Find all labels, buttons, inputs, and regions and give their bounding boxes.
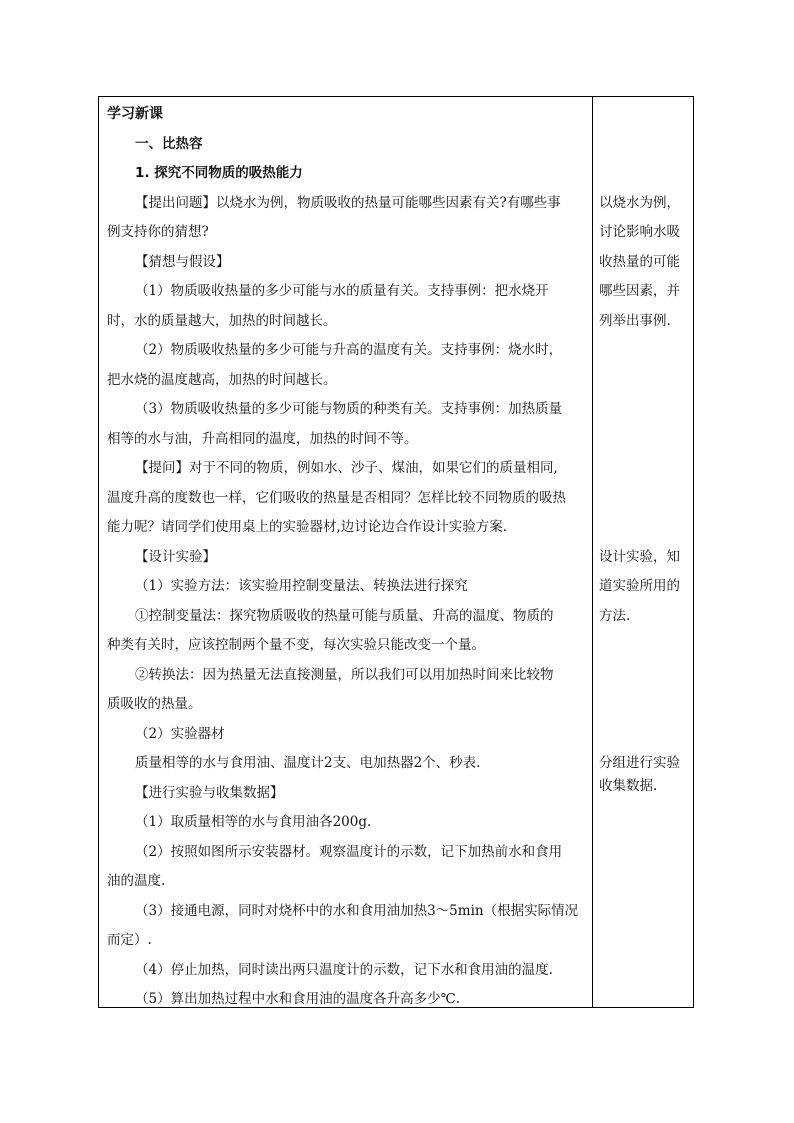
text-line: 【进行实验与收集数据】 <box>135 785 284 801</box>
text-line: 质吸收的热量。 <box>107 696 202 712</box>
text-line: 【设计实验】 <box>135 549 216 565</box>
text-line: （1）实验方法：该实验用控制变量法、转换法进行探究 <box>135 578 468 594</box>
teaching-note-line: 设计实验，知 <box>599 549 680 565</box>
teaching-note-line: 讨论影响水吸 <box>599 224 680 240</box>
teaching-note-line: 道实验所用的 <box>599 578 680 594</box>
teaching-note-line: 分组进行实验 <box>599 755 680 771</box>
text-line: （3）物质吸收热量的多少可能与物质的种类有关。支持事例：加热质量 <box>135 401 563 417</box>
text-line: 【猜想与假设】 <box>135 254 230 270</box>
text-line: （2）按照如图所示安装器材。观察温度计的示数，记下加热前水和食用 <box>135 844 563 860</box>
text-line: 相等的水与油，升高相同的温度，加热的时间不等。 <box>107 431 418 447</box>
lesson-table <box>98 96 694 1008</box>
text-line: （1）物质吸收热量的多少可能与水的质量有关。支持事例：把水烧开 <box>135 283 549 299</box>
text-line: 而定）. <box>107 932 152 948</box>
text-line: 质量相等的水与食用油、温度计2支、电加热器2个、秒表. <box>135 755 481 771</box>
text-line: ①控制变量法：探究物质吸收的热量可能与质量、升高的温度、物质的 <box>135 608 554 624</box>
teaching-note-line: 哪些因素，并 <box>599 283 680 299</box>
text-line: 【提问】对于不同的物质，例如水、沙子、煤油，如果它们的质量相同, <box>135 460 558 476</box>
teaching-note-line: 以烧水为例， <box>599 195 680 211</box>
teaching-note-line: 方法. <box>599 608 631 624</box>
section-title: 学习新课 <box>107 106 163 122</box>
text-line: （5）算出加热过程中水和食用油的温度各升高多少℃. <box>135 991 460 1007</box>
text-line: 例支持你的猜想? <box>107 224 209 240</box>
text-line: ②转换法：因为热量无法直接测量，所以我们可以用加热时间来比较物 <box>135 667 554 683</box>
text-line: 油的温度. <box>107 873 166 889</box>
heading-experiment: 1. 探究不同物质的吸热能力 <box>135 165 303 181</box>
teaching-note-line: 收热量的可能 <box>599 254 680 270</box>
teaching-note-line: 列举出事例. <box>599 313 671 329</box>
text-line: （3）接通电源，同时对烧杯中的水和食用油加热3～5min（根据实际情况 <box>135 903 579 919</box>
text-line: 温度升高的度数也一样，它们吸收的热量是否相同？怎样比较不同物质的吸热 <box>107 490 566 506</box>
text-line: （4）停止加热，同时读出两只温度计的示数，记下水和食用油的温度. <box>135 962 553 978</box>
text-line: （2）实验器材 <box>135 726 225 742</box>
text-line: 把水烧的温度越高，加热的时间越长。 <box>107 372 337 388</box>
text-line: 种类有关时，应该控制两个量不变，每次实验只能改变一个量。 <box>107 637 485 653</box>
text-line: 【提出问题】以烧水为例，物质吸收的热量可能哪些因素有关?有哪些事 <box>135 195 561 211</box>
text-line: （2）物质吸收热量的多少可能与升高的温度有关。支持事例：烧水时， <box>135 342 563 358</box>
text-line: 时，水的质量越大，加热的时间越长。 <box>107 313 337 329</box>
lesson-content-column <box>99 97 593 1007</box>
text-line: 能力呢？请同学们使用桌上的实验器材,边讨论边合作设计实验方案. <box>107 519 508 535</box>
teaching-notes-column <box>593 97 693 1007</box>
teaching-note-line: 收集数据. <box>599 778 658 794</box>
text-line: （1）取质量相等的水与食用油各200g. <box>135 814 372 830</box>
heading-specific-heat: 一、比热容 <box>135 136 203 152</box>
